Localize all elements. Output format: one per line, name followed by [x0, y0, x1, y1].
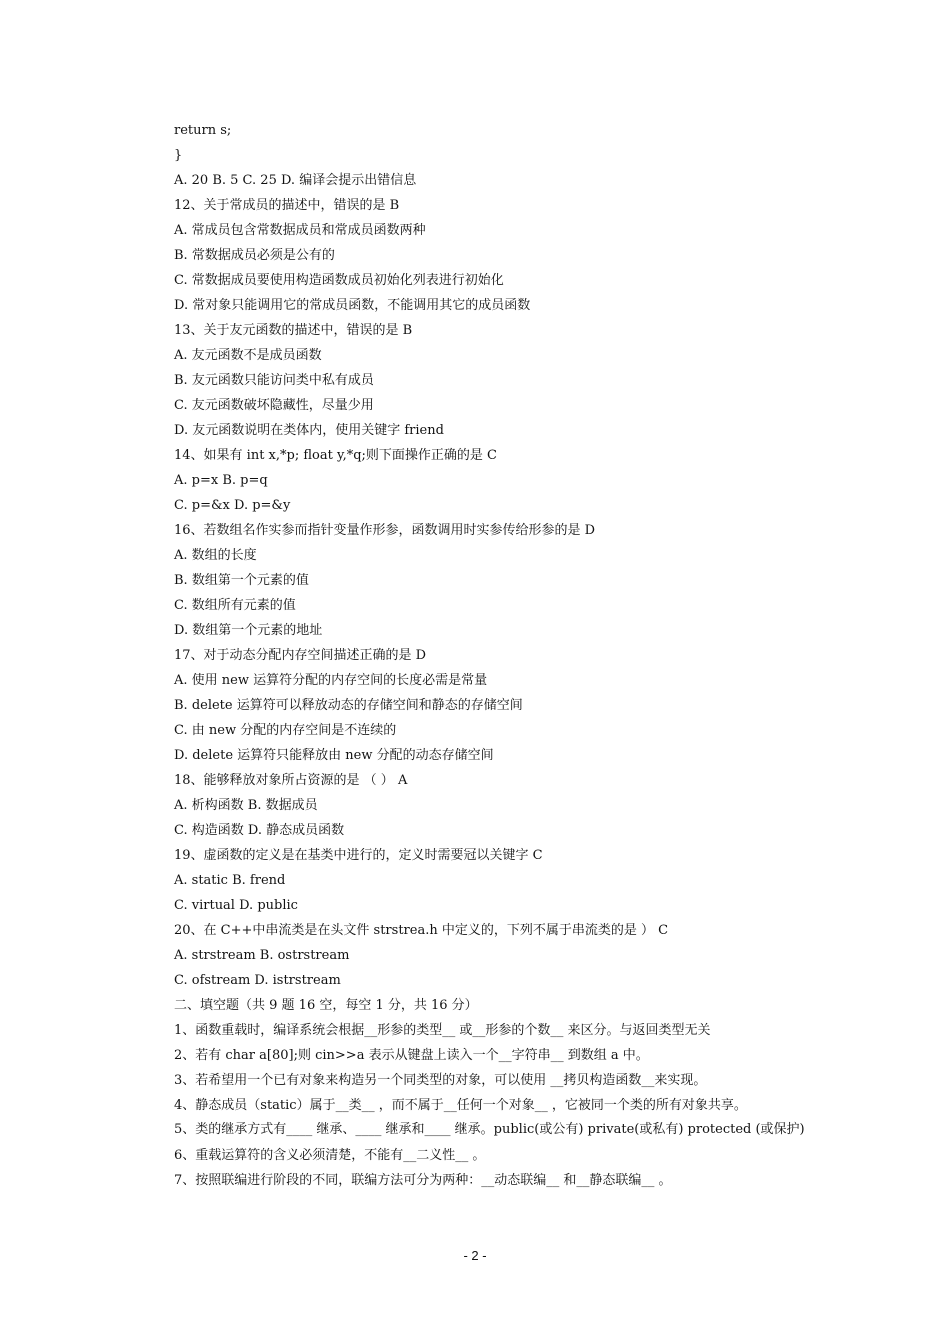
- option-line: C. 友元函数破坏隐藏性，尽量少用: [174, 398, 374, 413]
- option-line: A. 使用 new 运算符分配的内存空间的长度必需是常量: [174, 673, 488, 688]
- question-13: 13、关于友元函数的描述中，错误的是 B: [174, 323, 413, 338]
- page-number: - 2 -: [463, 1248, 487, 1263]
- fill-question-4: 4、静态成员（static）属于__类__ ，而不属于__任何一个对象__ ，它被同一个类的所有对象共享。: [174, 1098, 747, 1113]
- option-line: D. 友元函数说明在类体内，使用关键字 friend: [174, 423, 444, 438]
- option-line: A. p=x B. p=q: [174, 473, 268, 488]
- option-line: B. 友元函数只能访问类中私有成员: [174, 373, 374, 388]
- option-line: B. 数组第一个元素的值: [174, 573, 309, 588]
- option-line: C. 由 new 分配的内存空间是不连续的: [174, 723, 397, 738]
- fill-question-7: 7、按照联编进行阶段的不同，联编方法可分为两种：__动态联编__ 和__静态联编__ 。: [174, 1173, 672, 1188]
- option-line: A. strstream B. ostrstream: [174, 948, 350, 963]
- option-line: A. static B. frend: [174, 873, 286, 888]
- option-line: D. 数组第一个元素的地址: [174, 623, 323, 638]
- question-18: 18、能够释放对象所占资源的是 （ ） A: [174, 773, 408, 788]
- code-line: }: [174, 148, 183, 163]
- option-line: C. 构造函数 D. 静态成员函数: [174, 823, 345, 838]
- option-line: C. ofstream D. istrstream: [174, 973, 341, 988]
- question-16: 16、若数组名作实参而指针变量作形参，函数调用时实参传给形参的是 D: [174, 523, 596, 538]
- option-line: D. delete 运算符只能释放由 new 分配的动态存储空间: [174, 748, 494, 763]
- question-19: 19、虚函数的定义是在基类中进行的，定义时需要冠以关键字 C: [174, 848, 543, 863]
- document-body: [174, 118, 834, 1193]
- option-line: C. p=&x D. p=&y: [174, 498, 291, 513]
- option-line: C. virtual D. public: [174, 898, 298, 913]
- fill-question-3: 3、若希望用一个已有对象来构造另一个同类型的对象，可以使用 __拷贝构造函数__来实现。: [174, 1073, 707, 1088]
- fill-question-1: 1、函数重载时，编译系统会根据__形参的类型__ 或__形参的个数__ 来区分。与返回类型无关: [174, 1023, 711, 1038]
- question-20: 20、在 C++中串流类是在头文件 strstrea.h 中定义的，下列不属于串流类的是 ） C: [174, 923, 669, 938]
- section-heading: 二、填空题（共 9 题 16 空，每空 1 分，共 16 分）: [174, 998, 478, 1013]
- option-line: D. 常对象只能调用它的常成员函数，不能调用其它的成员函数: [174, 298, 531, 313]
- option-line: A. 友元函数不是成员函数: [174, 348, 322, 363]
- option-line: A. 20 B. 5 C. 25 D. 编译会提示出错信息: [174, 173, 417, 188]
- option-line: C. 常数据成员要使用构造函数成员初始化列表进行初始化: [174, 273, 504, 288]
- question-17: 17、对于动态分配内存空间描述正确的是 D: [174, 648, 427, 663]
- fill-question-5: 5、类的继承方式有____ 继承、____ 继承和____ 继承。public(或公有) private(或私有) protected (或保护): [174, 1122, 805, 1137]
- fill-question-2: 2、若有 char a[80];则 cin>>a 表示从键盘上读入一个__字符串__ 到数组 a 中。: [174, 1048, 649, 1063]
- option-line: B. 常数据成员必须是公有的: [174, 248, 335, 263]
- option-line: A. 常成员包含常数据成员和常成员函数两种: [174, 223, 426, 238]
- fill-question-6: 6、重载运算符的含义必须清楚，不能有__二义性__ 。: [174, 1148, 486, 1163]
- code-line: return s;: [174, 123, 232, 138]
- question-12: 12、关于常成员的描述中，错误的是 B: [174, 198, 400, 213]
- option-line: A. 数组的长度: [174, 548, 257, 563]
- option-line: A. 析构函数 B. 数据成员: [174, 798, 318, 813]
- option-line: C. 数组所有元素的值: [174, 598, 296, 613]
- option-line: B. delete 运算符可以释放动态的存储空间和静态的存储空间: [174, 698, 523, 713]
- question-14: 14、如果有 int x,*p; float y,*q;则下面操作正确的是 C: [174, 448, 497, 463]
